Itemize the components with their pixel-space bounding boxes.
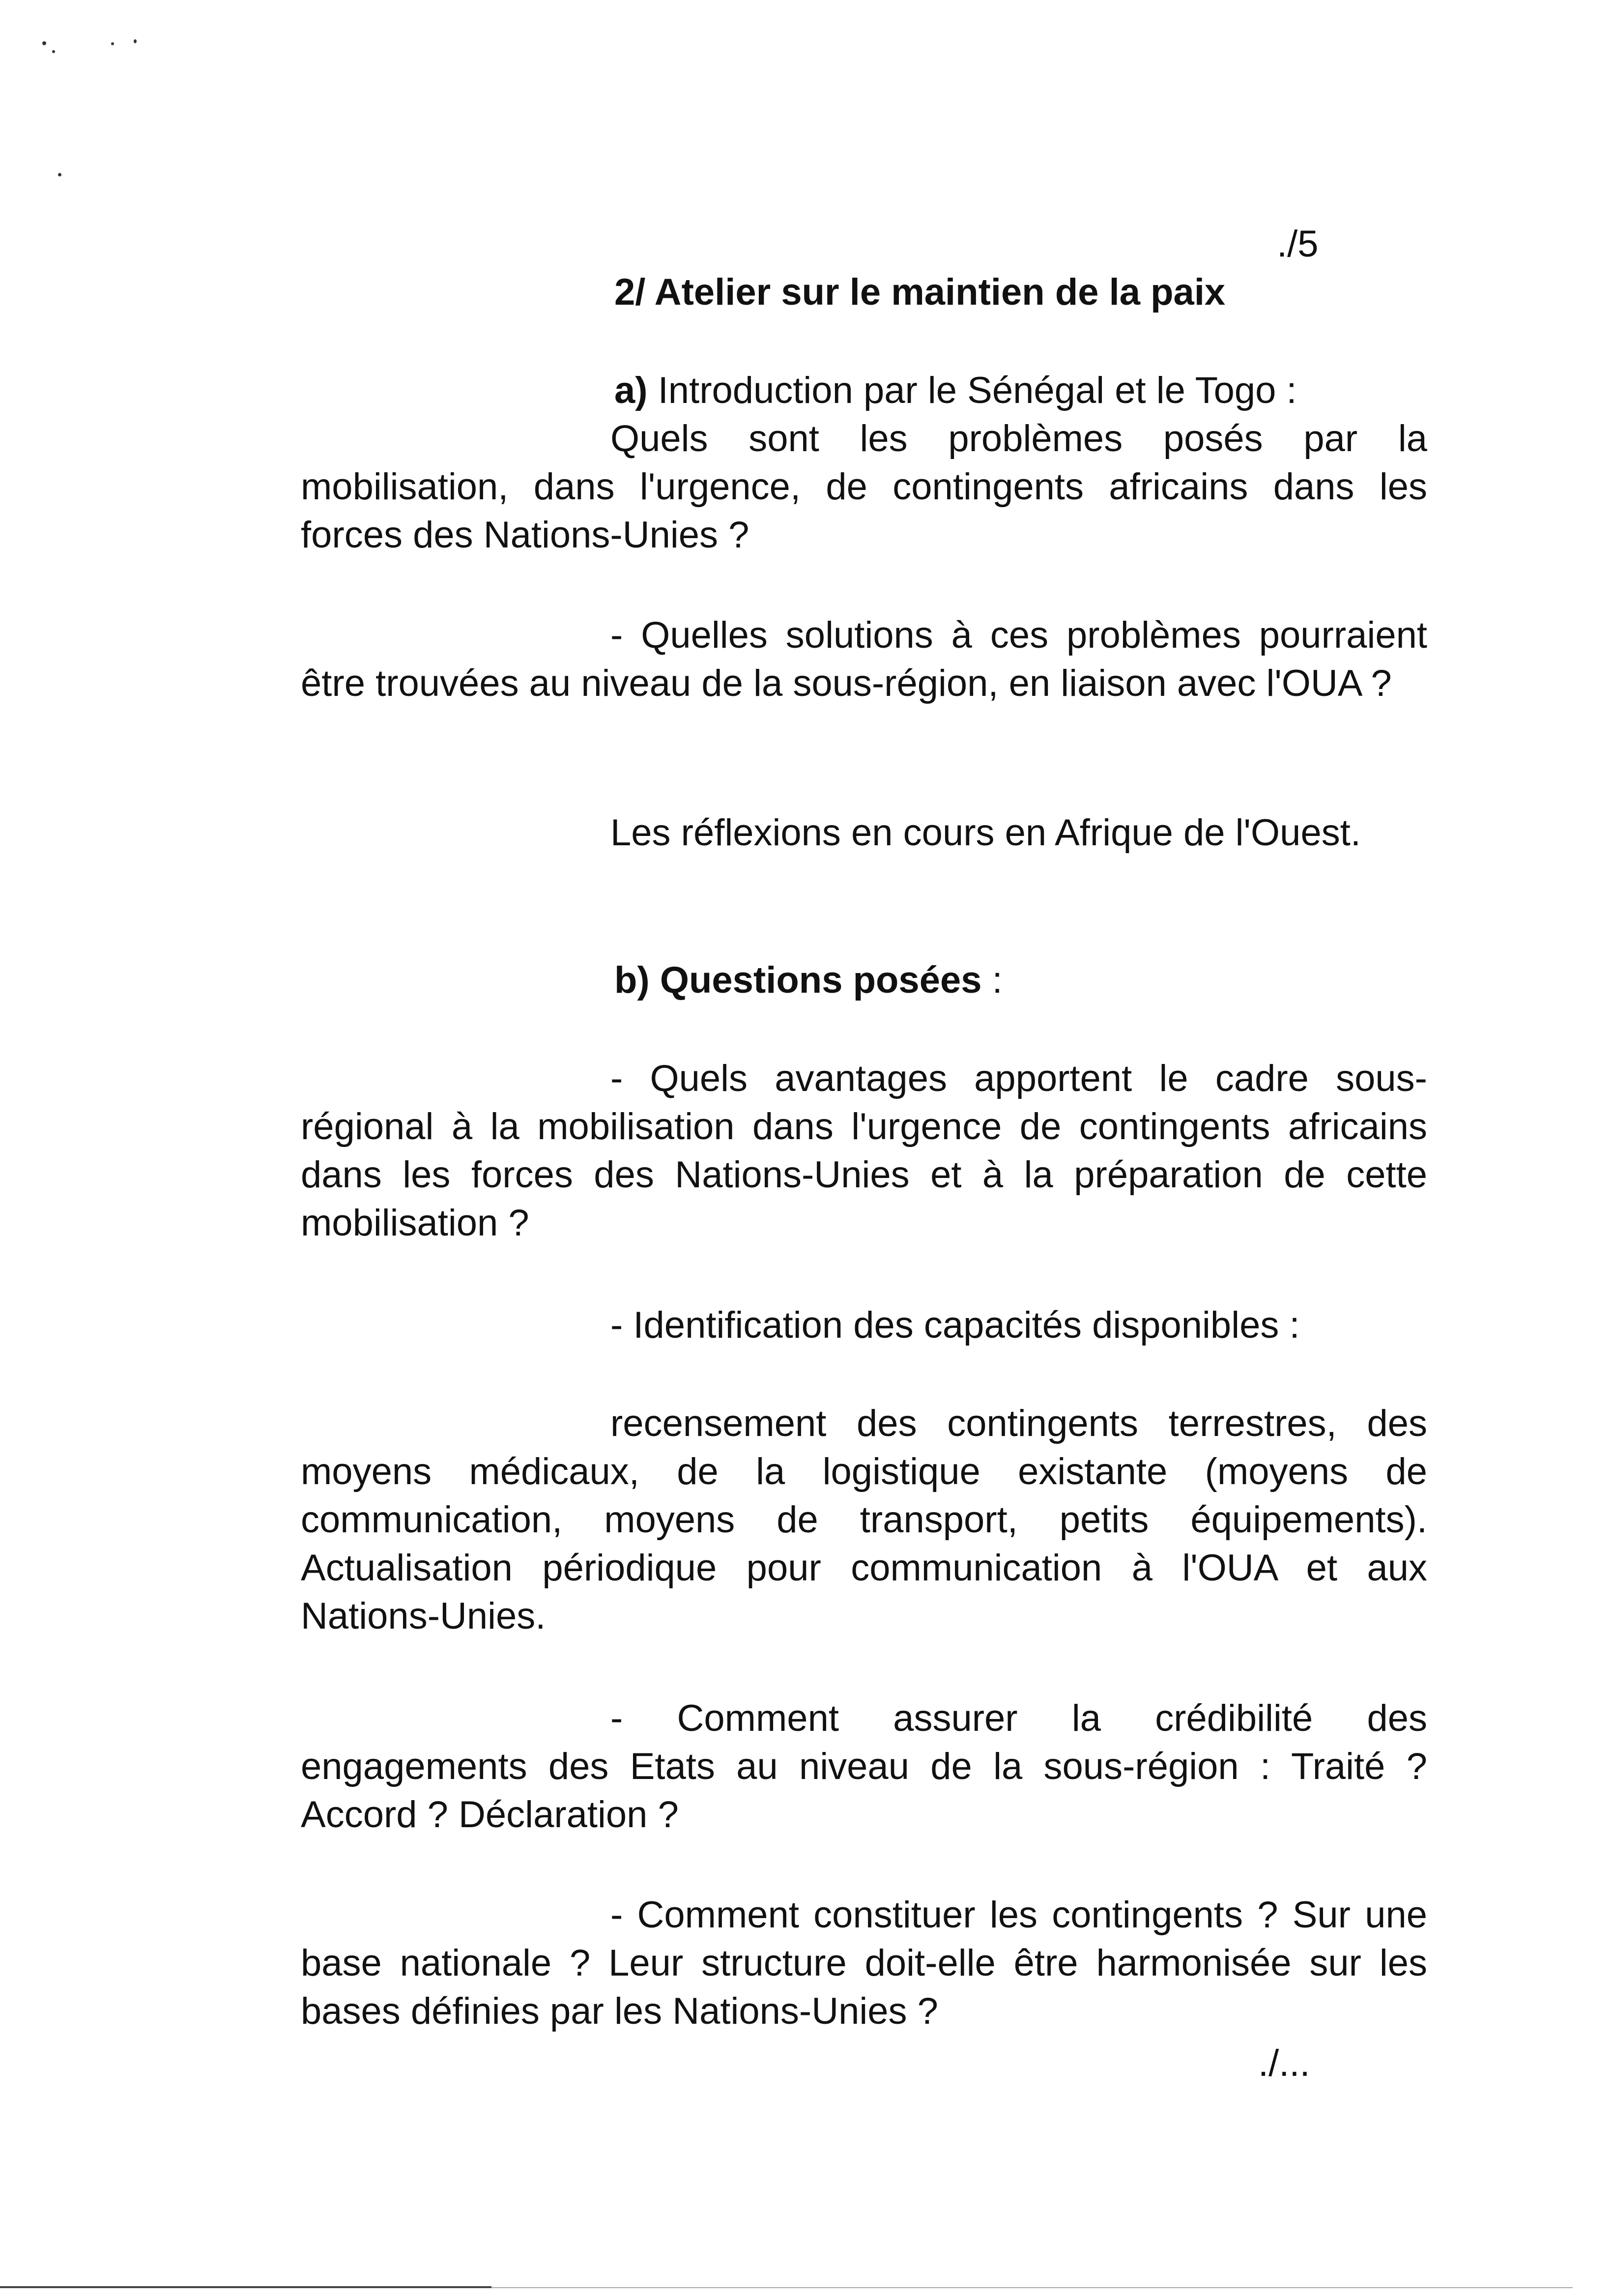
part-a-question: Quels sont les problèmes posés par la mobilisation, dans l'urgence, de contingents africains dans les forces des Nations-Unies ? — [301, 418, 1427, 556]
part-a-intro-text: Introduction par le Sénégal et le Togo : — [647, 370, 1297, 411]
scan-speck — [58, 173, 61, 176]
scan-edge-line — [0, 2286, 491, 2288]
part-b-title-colon: : — [981, 959, 1003, 1001]
part-b-title-text: b) Questions posées — [614, 959, 982, 1001]
section-title: 2/ Atelier sur le maintien de la paix — [614, 271, 1226, 313]
scan-edge-line — [491, 2287, 1573, 2288]
continuation-mark: ./... — [1258, 2042, 1310, 2084]
part-a-solutions: - Quelles solutions à ces problèmes pourraient être trouvées au niveau de la sous-région, en liaison avec l'OUA ? — [301, 614, 1427, 704]
question-capacities: - Identification des capacités disponibles : — [610, 1304, 1300, 1346]
part-b-title — [614, 956, 1430, 1004]
part-a-reflexions: Les réflexions en cours en Afrique de l'Ouest. — [610, 812, 1361, 854]
part-a-label: a) — [614, 370, 648, 411]
scan-speck — [134, 39, 137, 43]
question-credibility: - Comment assurer la crédibilité des engagements des Etats au niveau de la sous-région : Traité ? Accord ? Déclaration ? — [301, 1697, 1427, 1836]
part-a-intro — [614, 367, 1430, 415]
scan-speck — [42, 41, 46, 45]
question-advantages: - Quels avantages apportent le cadre sous-régional à la mobilisation dans l'urgence de contingents africains dans les forces des Nations-Unies et à la préparation de cette mobilisation ? — [301, 1058, 1427, 1244]
question-contingents: - Comment constituer les contingents ? Sur une base nationale ? Leur structure doit-elle être harmonisée sur les bases définies par les Nations-Unies ? — [301, 1894, 1427, 2032]
scan-speck — [111, 42, 114, 45]
capacities-detail: recensement des contingents terrestres, des moyens médicaux, de la logistique existante (moyens de communication, moyens de transport, petits équipements). Actualisation périodique pour communication à l'OUA et aux Nations-Unies. — [301, 1403, 1427, 1637]
page-number-mark: ./5 — [1277, 223, 1319, 265]
scan-speck — [52, 50, 55, 53]
